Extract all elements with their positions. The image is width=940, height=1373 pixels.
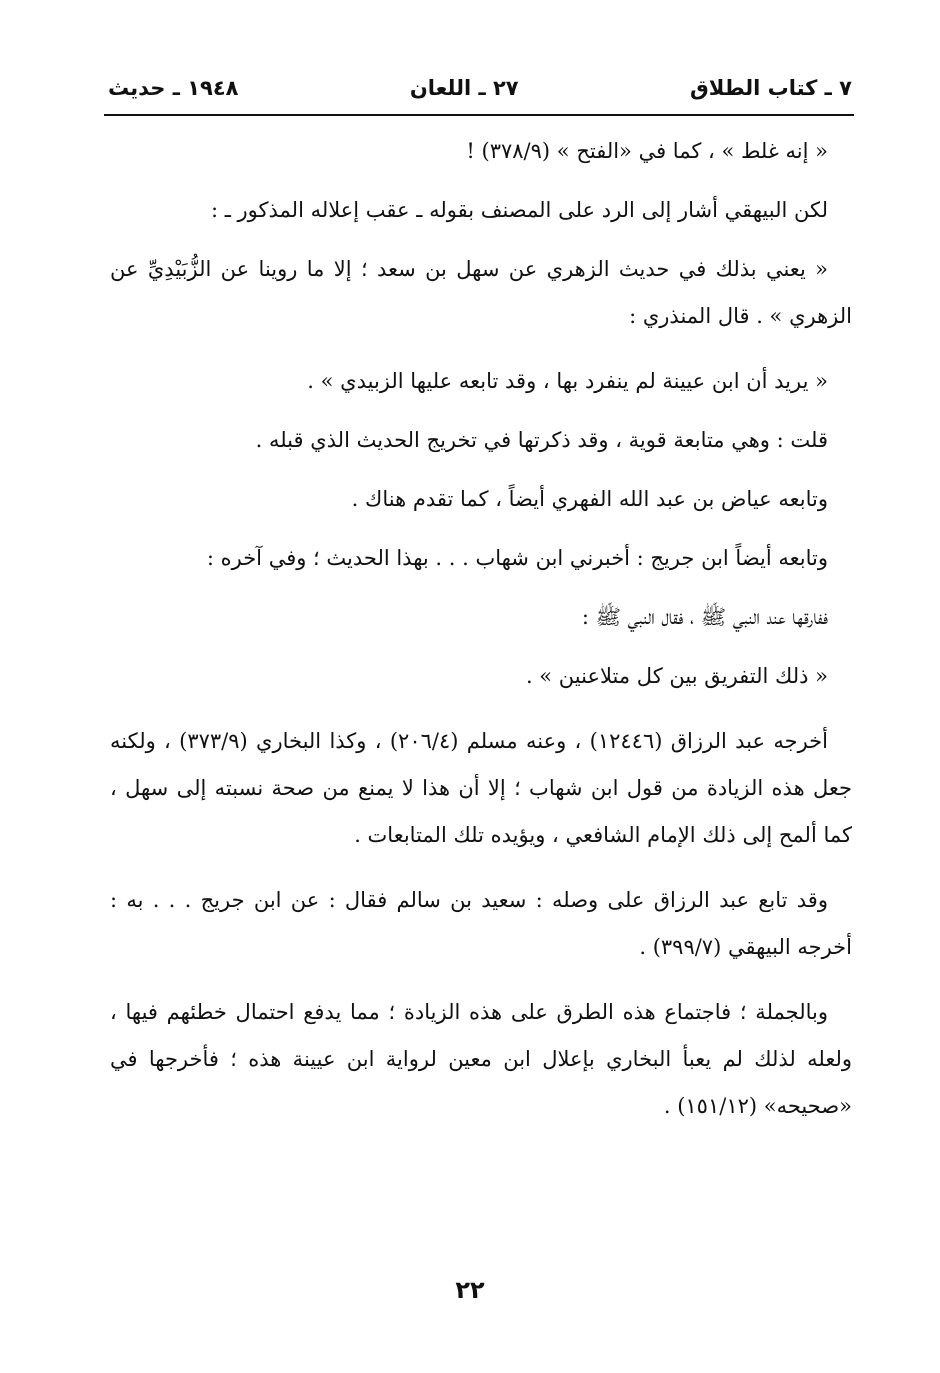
- paragraph-10: أخرجه عبد الرزاق (١٢٤٤٦) ، وعنه مسلم (٢٠٦/٤) ، وكذا البخاري (٣٧٣/٩) ، ولكنه جعل هذه الزيادة من قول ابن شهاب ؛ إلا أن هذا لا يمنع من صحة نسبته إلى سهل ، كما ألمح إلى ذلك الإمام الشافعي ، ويؤيده تلك المتابعات .: [110, 729, 852, 847]
- paragraph-6: وتابعه عياض بن عبد الله الفهري أيضاً ، كما تقدم هناك .: [351, 487, 828, 511]
- paragraph-1: « إنه غلط » ، كما في «الفتح » (٣٧٨/٩) !: [466, 139, 828, 163]
- paragraph-7: وتابعه أيضاً ابن جريج : أخبرني ابن شهاب . . . بهذا الحديث ؛ وفي آخره :: [206, 546, 828, 570]
- paragraph-9: « ذلك التفريق بين كل متلاعنين » .: [525, 664, 828, 688]
- paragraph-5: قلت : وهي متابعة قوية ، وقد ذكرتها في تخريج الحديث الذي قبله .: [255, 428, 828, 452]
- header-hadith-number: ١٩٤٨ ـ حديث: [108, 76, 239, 100]
- header-chapter: ٧ ـ كتاب الطلاق: [690, 76, 852, 100]
- header-divider: [104, 114, 854, 116]
- paragraph-11: وقد تابع عبد الرزاق على وصله : سعيد بن سالم فقال : عن ابن جريج . . . به : أخرجه البيهقي (٣٩٩/٧) .: [110, 888, 852, 959]
- paragraph-4: « يريد أن ابن عيينة لم ينفرد بها ، وقد تابعه عليها الزبيدي » .: [307, 369, 828, 393]
- page-body: [110, 128, 852, 1148]
- page-number: ٢٢: [455, 1276, 485, 1304]
- running-header: [108, 68, 852, 108]
- paragraph-12: وبالجملة ؛ فاجتماع هذه الطرق على هذه الزيادة ؛ مما يدفع احتمال خطئهم فيها ، ولعله لذلك لم يعبأ البخاري بإعلال ابن معين لرواية ابن عيينة هذه ؛ فأخرجها في «صحيحه» (١٥١/١٢) .: [110, 1000, 852, 1118]
- paragraph-2: لكن البيهقي أشار إلى الرد على المصنف بقوله ـ عقب إعلاله المذكور ـ :: [210, 198, 828, 222]
- paragraph-8: ففارقها عند النبي ﷺ ، فقال النبي ﷺ :: [581, 605, 828, 629]
- header-section: ٢٧ ـ اللعان: [409, 76, 519, 100]
- paragraph-3: « يعني بذلك في حديث الزهري عن سهل بن سعد ؛ إلا ما روينا عن الزُّبَيْدِيِّ عن الزهري » . قال المنذري :: [110, 257, 852, 328]
